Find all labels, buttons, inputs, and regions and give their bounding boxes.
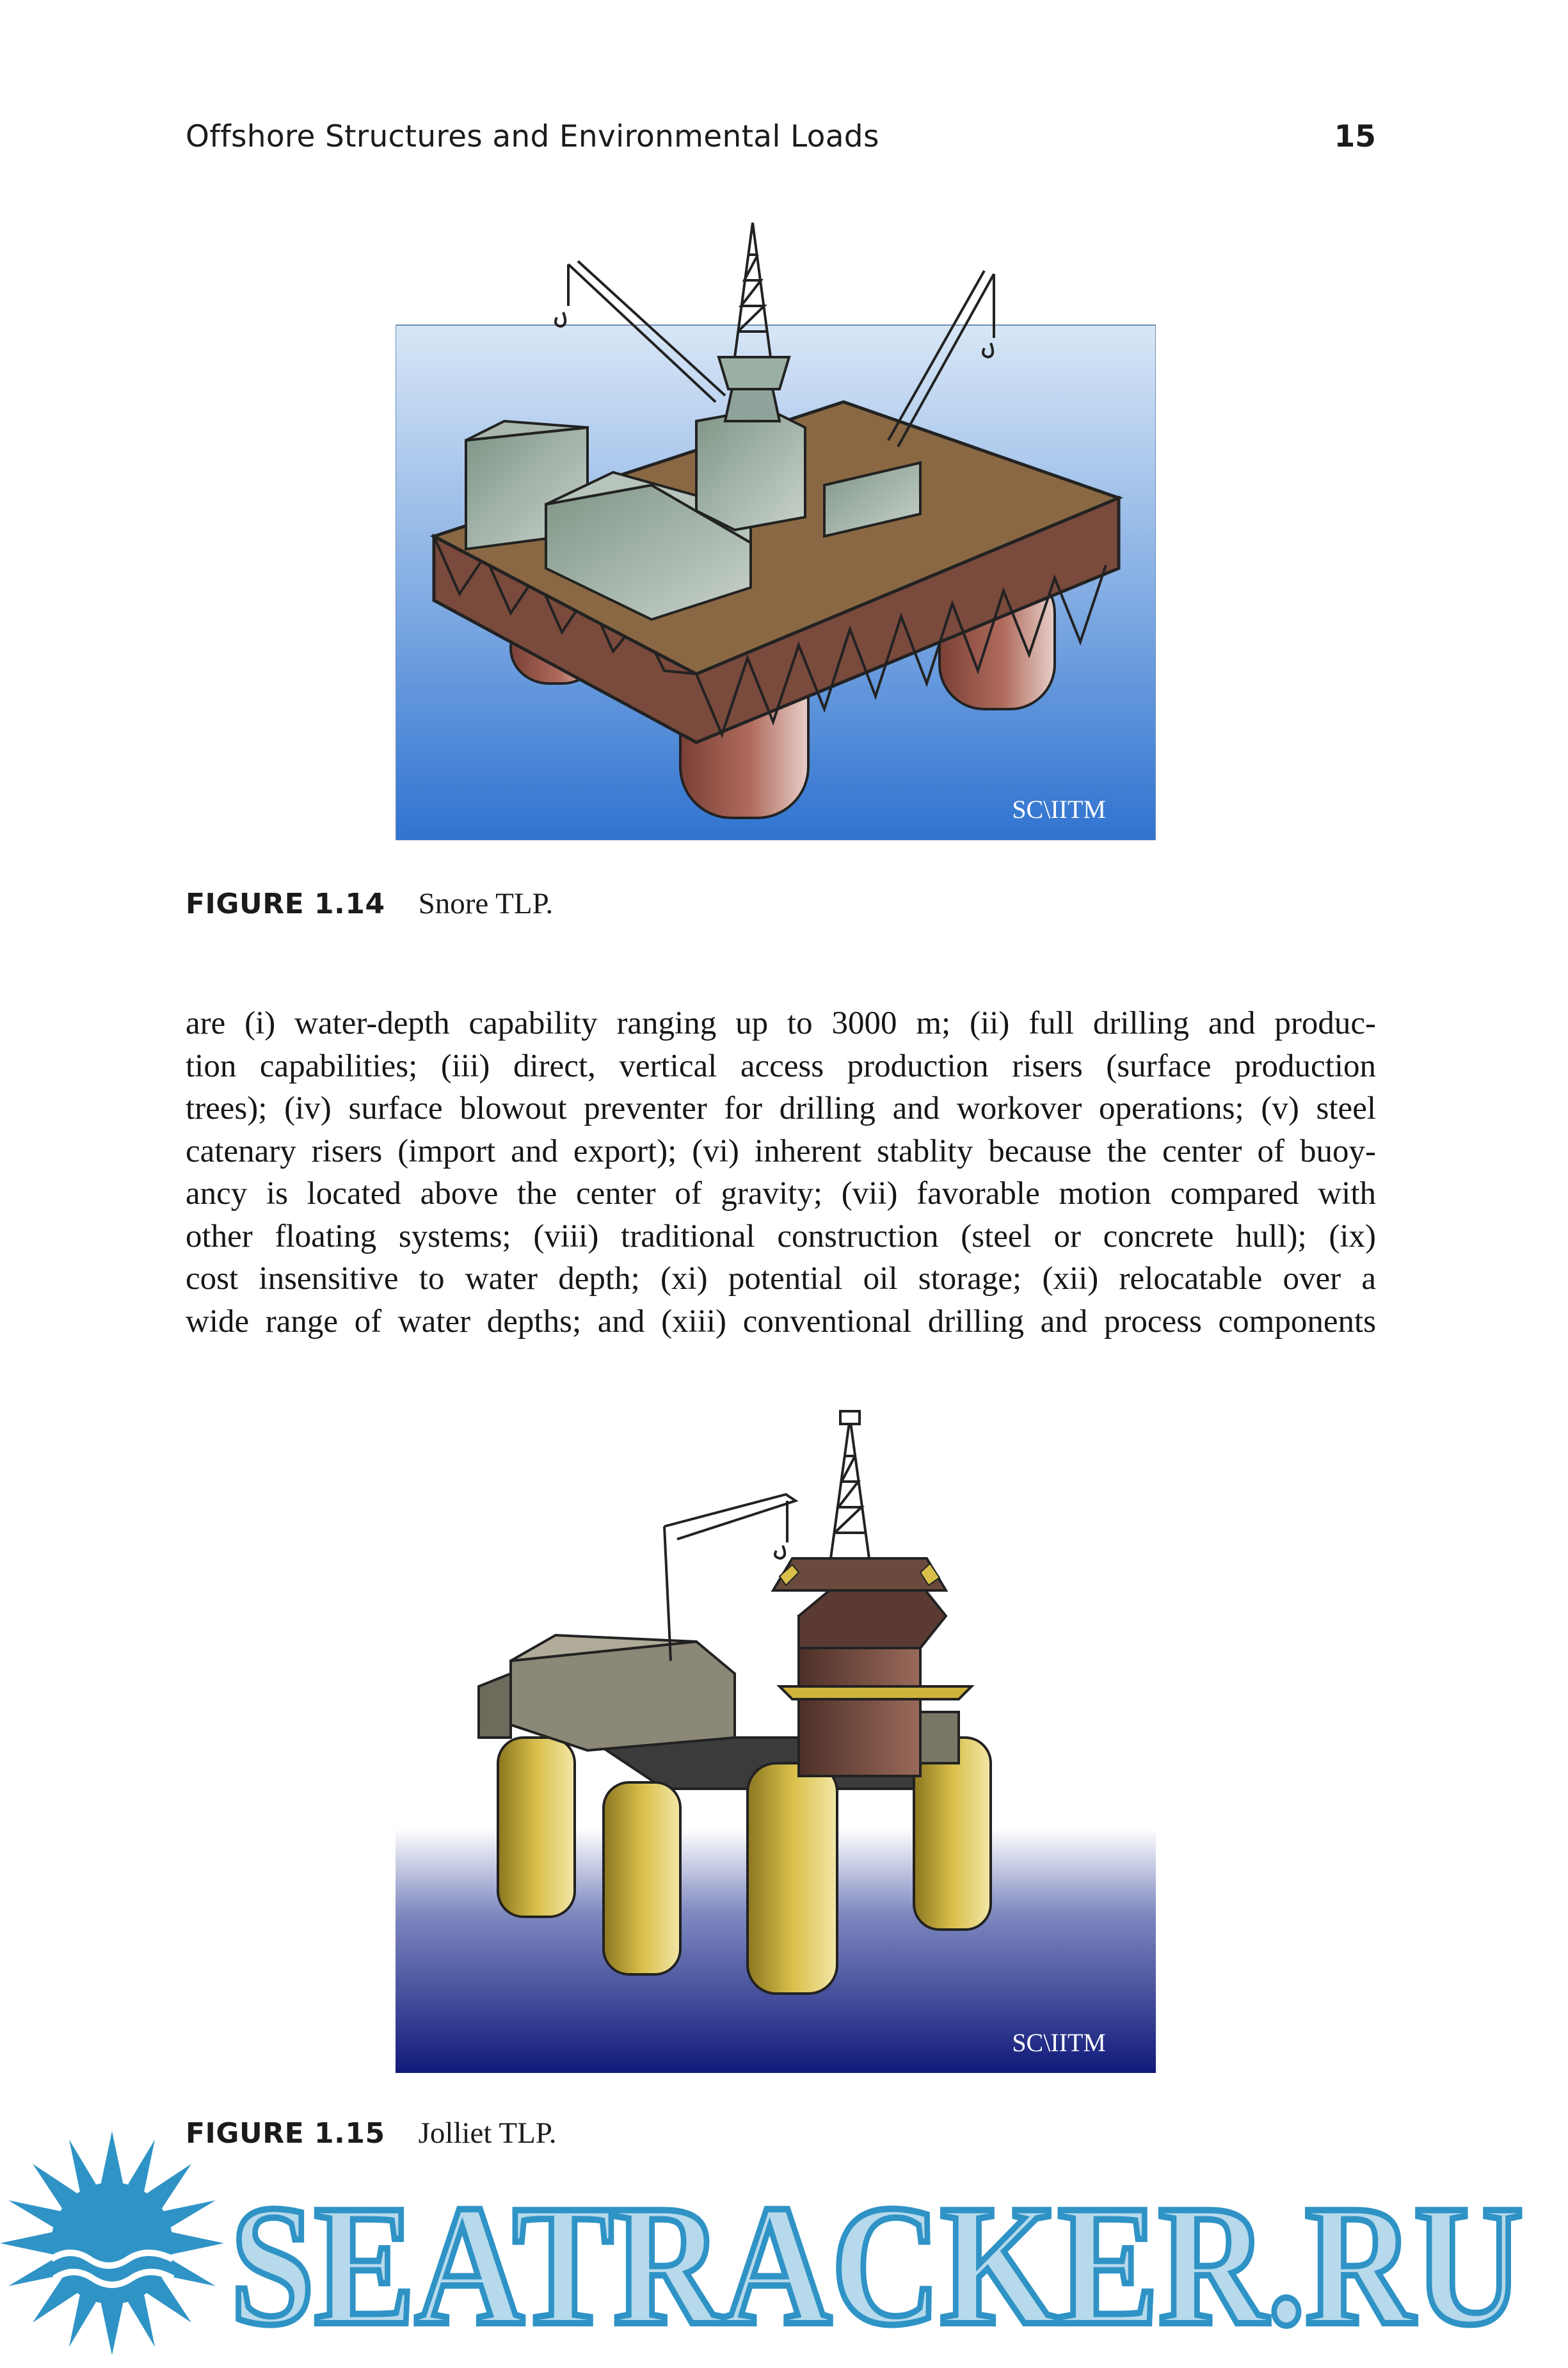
text-line: ancy is located above the center of gravity; (vii) favorable motion compared with [186, 1176, 1376, 1212]
page-number: 15 [1334, 119, 1376, 154]
figure-caption-1-15 [186, 2116, 556, 2150]
text-line: other floating systems; (viii) traditional construction (steel or concrete hull); (ix) [186, 1218, 1376, 1254]
watermark-text: SEATRACKER.RU [230, 2170, 1523, 2361]
figure-caption-text: Jolliet TLP. [418, 2116, 557, 2150]
figure-credit: SC\IITM [1012, 795, 1106, 824]
figure-label: FIGURE 1.15 [186, 2117, 385, 2150]
column-mid [748, 1763, 837, 1994]
jolliet-tlp-figure [396, 1405, 1156, 2073]
body-paragraph [186, 1002, 1376, 1343]
figure-credit: SC\IITM [1012, 2028, 1106, 2057]
figure-label: FIGURE 1.14 [186, 888, 385, 920]
snore-tlp-figure [396, 210, 1156, 840]
text-line: cost insensitive to water depth; (xi) potential oil storage; (xii) relocatable over a [186, 1261, 1376, 1297]
text-line: wide range of water depths; and (xiii) conventional drilling and process components [186, 1303, 1376, 1340]
watermark [0, 2112, 1568, 2368]
text-line: tion capabilities; (iii) direct, vertical access production risers (surface production [186, 1048, 1376, 1084]
column-left [498, 1738, 575, 1917]
figure-caption-1-14 [186, 886, 553, 921]
text-line: are (i) water-depth capability ranging up to 3000 m; (ii) full drilling and produc- [186, 1005, 1376, 1041]
text-line: trees); (iv) surface blowout preventer for drilling and workover operations; (v) steel [186, 1091, 1376, 1126]
sunburst-logo-icon [0, 2131, 224, 2355]
column-right [914, 1738, 991, 1930]
column-front [604, 1782, 680, 1974]
figure-caption-text: Snore TLP. [418, 887, 554, 920]
running-title: Offshore Structures and Environmental Loads [186, 119, 879, 154]
text-line: catenary risers (import and export); (vi) inherent stablity because the center of buoy- [186, 1133, 1376, 1169]
